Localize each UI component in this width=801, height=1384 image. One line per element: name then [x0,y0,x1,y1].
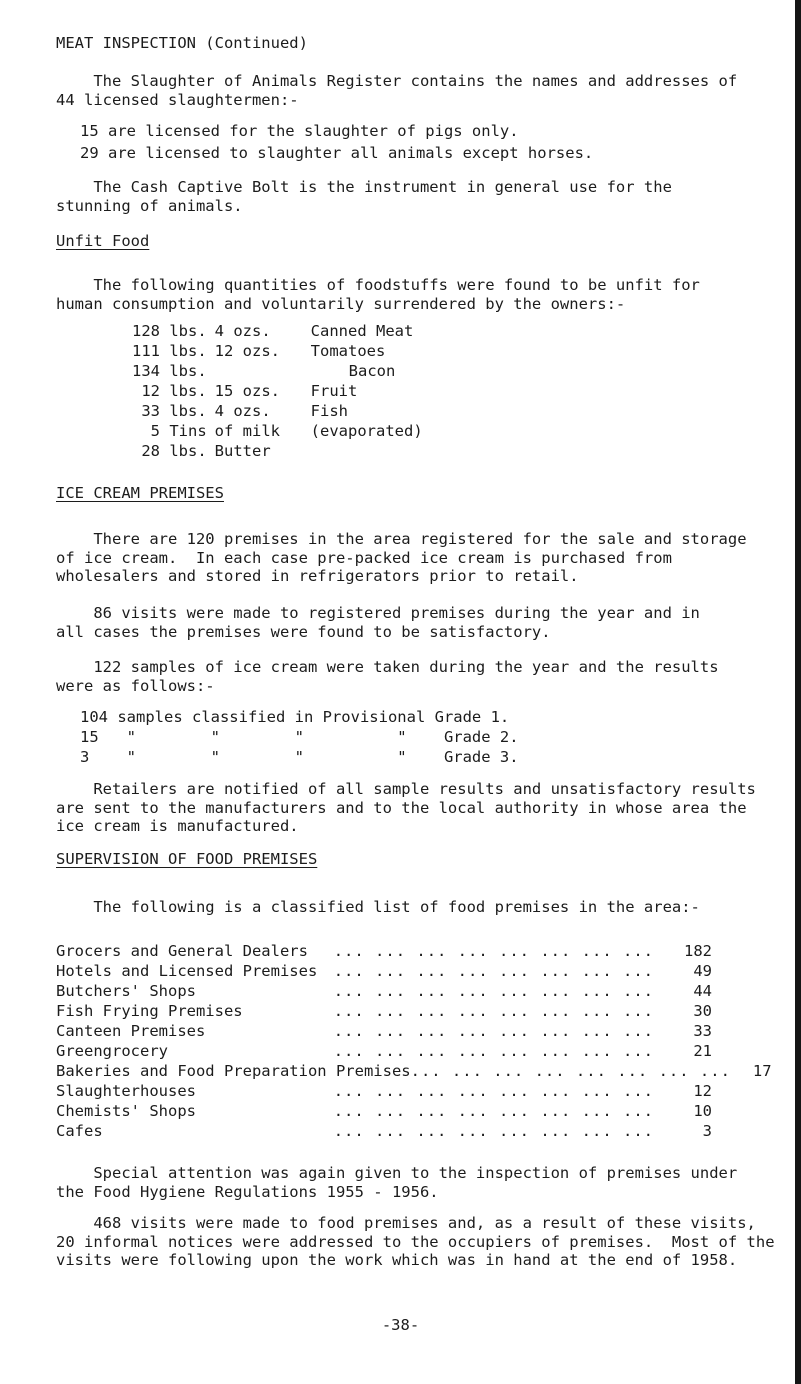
captive-bolt-paragraph [56,178,756,215]
item: Canned Meat [310,322,414,340]
premises-count: 33 [693,1022,712,1040]
leader-dots: ... ... ... ... ... ... ... ... [333,942,654,960]
premises-count: 10 [693,1102,712,1120]
ounces: Butter [214,442,271,460]
list-item [88,342,423,362]
ice-cream-paragraph-3 [56,658,756,695]
unit: lbs. [169,322,207,340]
list-item [88,442,423,462]
premises-count: 3 [702,1122,712,1140]
qty: 12 [141,382,160,400]
leader-dots: ... ... ... ... ... ... ... ... [333,1102,654,1120]
list-item [80,728,519,748]
grade-line: 104 samples classified in Provisional Grade 1. [80,708,510,726]
text-line: visits were following upon the work which was in hand at the end of 1958. [56,1251,738,1270]
list-item [88,322,423,342]
text-line: 122 samples of ice cream were taken during the year and the results [56,658,719,676]
unfit-food-list [88,322,423,462]
unfit-food-heading: Unfit Food [56,232,150,250]
text-line: Special attention was again given to the inspection of premises under [56,1164,738,1182]
item: Fish [310,402,348,420]
text-line: The following quantities of foodstuffs were found to be unfit for [56,276,700,294]
text-line: ice cream is manufactured. [56,817,299,836]
grade-line: 15 " " " " Grade 2. [80,728,519,746]
ounces: of milk [214,422,280,440]
unit: lbs. [169,342,207,360]
item: Fruit [310,382,358,400]
page-number: -38- [381,1316,420,1334]
unit: lbs. [169,402,207,420]
list-item [56,1022,712,1042]
intro-paragraph [56,72,756,109]
premises-count: 44 [693,982,712,1000]
text-line: 468 visits were made to food premises and, as a result of these visits, [56,1214,756,1232]
text-line: the Food Hygiene Regulations 1955 - 1956. [56,1182,439,1201]
list-item [56,1062,772,1082]
text-line: The following is a classified list of food premises in the area:- [56,898,700,916]
list-item [88,362,423,382]
text-line: were as follows:- [56,676,215,695]
unit: lbs. [169,362,207,380]
scan-edge [795,0,801,1384]
item: (evaporated) [310,422,423,440]
list-item [56,962,712,982]
leader-dots: ... ... ... ... ... ... ... ... [410,1062,731,1080]
premises-count: 49 [693,962,712,980]
unit: lbs. [169,382,207,400]
text-line: There are 120 premises in the area registered for the sale and storage [56,530,747,548]
leader-dots: ... ... ... ... ... ... ... ... [333,1082,654,1100]
list-item [88,422,423,442]
text-line: 86 visits were made to registered premises during the year and in [56,604,700,622]
premises-type: Slaughterhouses [56,1082,196,1100]
premises-type: Greengrocery [56,1042,168,1060]
leader-dots: ... ... ... ... ... ... ... ... [333,1022,654,1040]
text-line: of ice cream. In each case pre-packed ice cream is purchased from [56,548,672,567]
grade-line: 3 " " " " Grade 3. [80,748,519,766]
text-line: The Slaughter of Animals Register contains the names and addresses of [56,72,738,90]
supervision-intro [56,898,756,917]
list-item [88,402,423,422]
ounces: 4 ozs. [214,402,271,420]
unfit-food-intro [56,276,756,313]
premises-count: 182 [684,942,712,960]
list-item [80,708,519,728]
leader-dots: ... ... ... ... ... ... ... ... [333,982,654,1000]
qty: 5 [150,422,160,440]
pigs-licensed-line: 15 are licensed for the slaughter of pigs only. [80,122,519,140]
premises-count: 17 [752,1062,772,1080]
list-item [88,382,423,402]
leader-dots: ... ... ... ... ... ... ... ... [333,1122,654,1140]
text-line: 44 licensed slaughtermen:- [56,90,299,109]
list-item [56,1082,712,1102]
qty: 28 [141,442,160,460]
text-line: 20 informal notices were addressed to the occupiers of premises. Most of the [56,1232,775,1251]
unit: lbs. [169,442,207,460]
qty: 128 [132,322,160,340]
qty: 33 [141,402,160,420]
text-line: Retailers are notified of all sample results and unsatisfactory results [56,780,756,798]
premises-type: Bakeries and Food Preparation Premises [56,1062,411,1080]
ounces: 4 ozs. [214,322,271,340]
unit: Tins [169,422,207,440]
qty: 134 [132,362,160,380]
all-animals-licensed-line: 29 are licensed to slaughter all animals except horses. [80,144,594,162]
text-line: are sent to the manufacturers and to the local authority in whose area the [56,798,747,817]
leader-dots: ... ... ... ... ... ... ... ... [333,1002,654,1020]
ice-cream-paragraph-2 [56,604,756,641]
text-line: The Cash Captive Bolt is the instrument in general use for the [56,178,672,196]
leader-dots: ... ... ... ... ... ... ... ... [333,1042,654,1060]
premises-type: Chemists' Shops [56,1102,196,1120]
ounces: 12 ozs. [214,342,280,360]
list-item [56,982,712,1002]
supervision-heading: SUPERVISION OF FOOD PREMISES [56,850,318,868]
premises-type: Canteen Premises [56,1022,206,1040]
visits-paragraph [56,1214,775,1270]
text-line: all cases the premises were found to be satisfactory. [56,622,551,641]
premises-count: 12 [693,1082,712,1100]
premises-type: Hotels and Licensed Premises [56,962,318,980]
premises-type: Cafes [56,1122,103,1140]
text-line: wholesalers and stored in refrigerators prior to retail. [56,567,579,586]
ice-cream-paragraph-1 [56,530,756,586]
grade-list [80,708,519,768]
item: Tomatoes [310,342,386,360]
special-attention-paragraph [56,1164,756,1201]
text-line: stunning of animals. [56,196,243,215]
premises-count: 21 [693,1042,712,1060]
premises-list [56,942,772,1142]
item: Bacon [348,362,396,380]
premises-type: Butchers' Shops [56,982,196,1000]
list-item [56,1122,712,1142]
list-item [56,1102,712,1122]
ounces [207,362,311,382]
list-item [56,1002,712,1022]
ice-cream-heading: ICE CREAM PREMISES [56,484,224,502]
qty: 111 [132,342,160,360]
premises-type: Fish Frying Premises [56,1002,243,1020]
list-item [56,1042,712,1062]
text-line: human consumption and voluntarily surrendered by the owners:- [56,294,626,313]
premises-count: 30 [693,1002,712,1020]
list-item [80,748,519,768]
running-title: MEAT INSPECTION (Continued) [56,34,308,52]
list-item [56,942,712,962]
premises-type: Grocers and General Dealers [56,942,308,960]
ounces: 15 ozs. [214,382,280,400]
leader-dots: ... ... ... ... ... ... ... ... [333,962,654,980]
ice-cream-paragraph-4 [56,780,756,836]
